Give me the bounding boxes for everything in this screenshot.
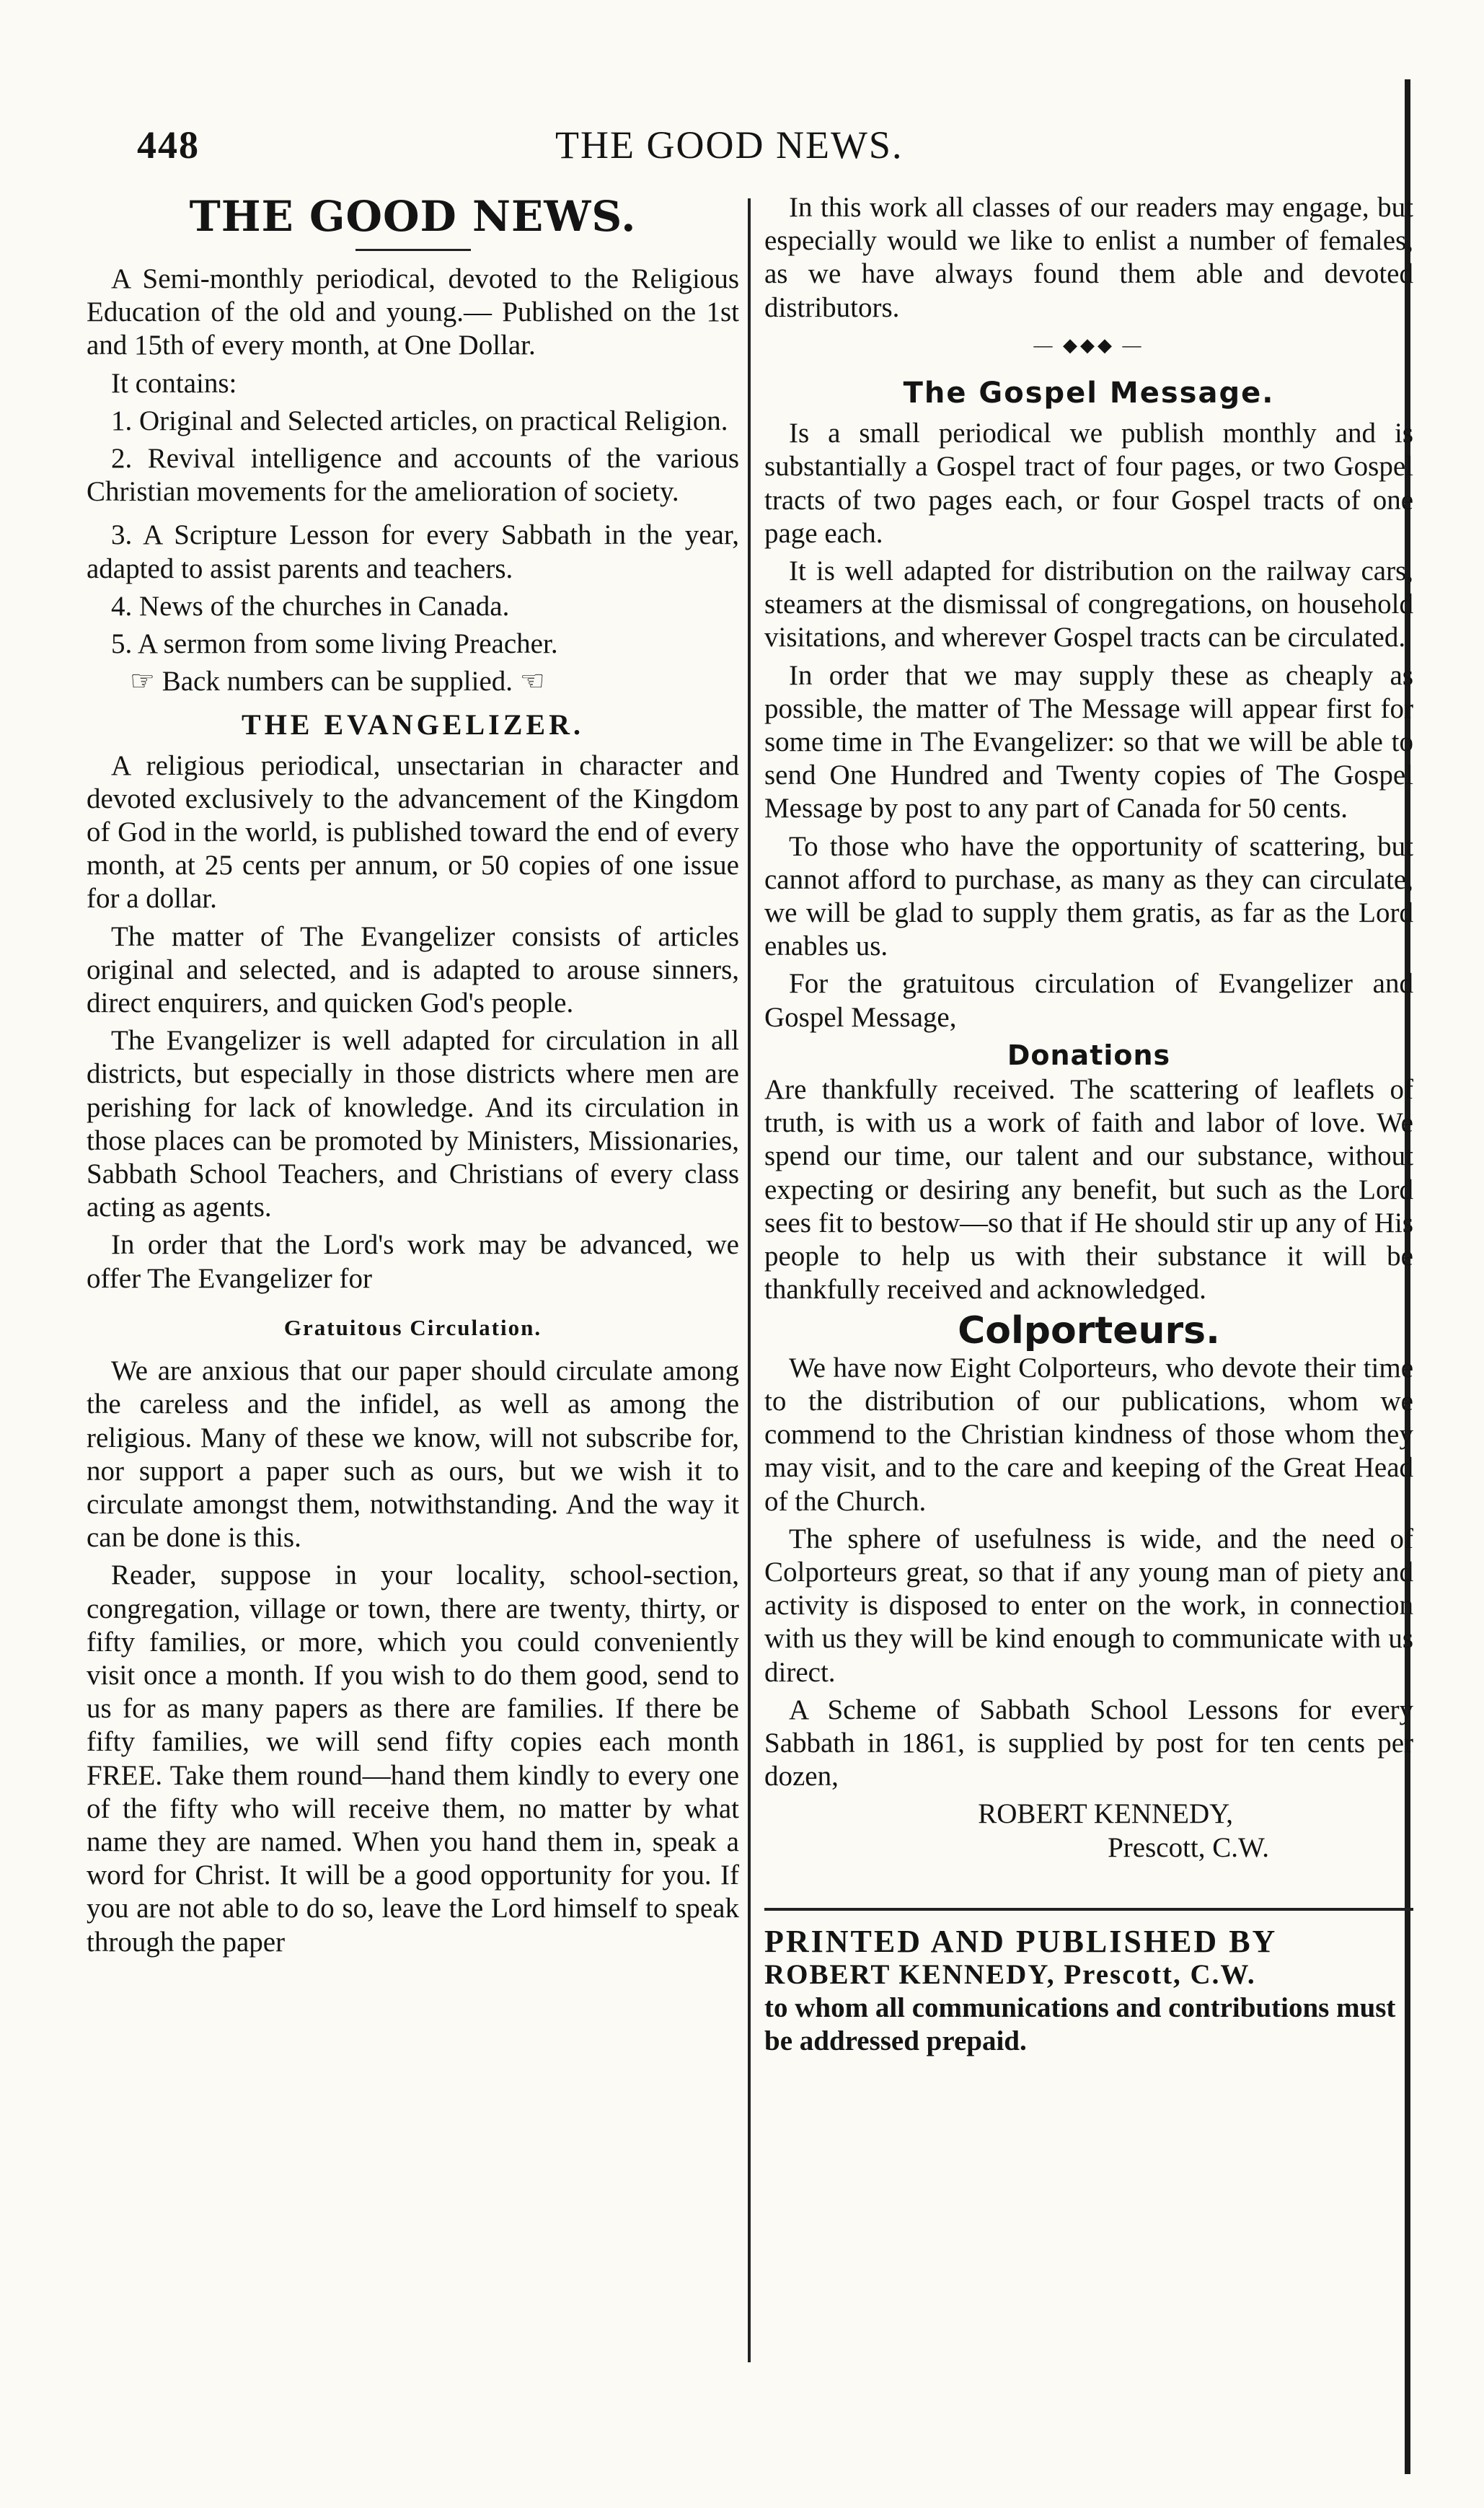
colporteurs-paragraph: A Scheme of Sabbath School Lessons for every Sabbath in 1861, is supplied by post for ten cents per dozen, (764, 1694, 1413, 1792)
evangelizer-paragraph: In order that the Lord's work may be advanced, we offer The Evangelizer for (87, 1229, 739, 1294)
donations-heading: Donations (1007, 1039, 1171, 1071)
back-numbers-text: Back numbers can be supplied. (162, 666, 513, 698)
gratuitous-heading: Gratuitous Circulation. (283, 1314, 542, 1340)
list-item: 5. A sermon from some living Preacher. (111, 628, 558, 660)
evangelizer-heading: THE EVANGELIZER. (242, 708, 584, 742)
footer-rule (764, 1908, 1413, 1911)
list-item: 4. News of the churches in Canada. (111, 590, 510, 622)
gospel-paragraph: For the gratuitous circulation of Evangelizer and Gospel Message, (764, 968, 1413, 1033)
page-number: 448 (137, 123, 200, 167)
masthead-rule (355, 249, 471, 251)
imprint-line-2: ROBERT KENNEDY, Prescott, C.W. (764, 1958, 1256, 1990)
gospel-paragraph: To those who have the opportunity of scattering, but cannot afford to purchase, as many as they can circulate, we will be glad to supply them gratis, as far as the Lord enables us. (764, 830, 1413, 962)
gratuitous-paragraph: Reader, suppose in your locality, school-section, congregation, village or town, there are twenty, thirty, or fifty families, or more, which you could conveniently visit once a month. If you wish to do them good, send to us for as many papers as there are families. If there be fifty families, we will send fifty copies each month FREE. Take them round—hand them kindly to every one of the fifty who will receive them, no matter by what name they are named. When you hand them in, speak a word for Christ. It will be a good opportunity for you. If you are not able to do so, leave the Lord himself to speak through the paper (87, 1559, 739, 1958)
colporteurs-heading: Colporteurs. (958, 1308, 1220, 1352)
gospel-message-heading: The Gospel Message. (903, 377, 1275, 410)
list-item: 1. Original and Selected articles, on practical Religion. (111, 405, 728, 436)
evangelizer-paragraph: A religious periodical, unsectarian in character and devoted exclusively to the advancement of the Kingdom of God in the world, is published toward the end of every month, at 25 cents per annum, or 50 copies of one issue for a dollar. (87, 749, 739, 915)
opening-paragraph: In this work all classes of our readers may engage, but especially would we like to enlist a number of females, as we have always found them able and devoted distributors. (764, 192, 1413, 323)
page-header (137, 123, 1377, 173)
masthead-title: THE GOOD NEWS. (189, 192, 637, 241)
gospel-paragraph: It is well adapted for distribution on the railway cars, steamers at the dismissal of congregations, on household visitations, and wherever Gospel tracts can be circulated. (764, 555, 1413, 654)
ornament-divider: — ◆◆◆ — (1033, 334, 1144, 356)
gospel-paragraph: Is a small periodical we publish monthly and is substantially a Gospel tract of four pages, or two Gospel tracts of two pages each, or four Gospel tracts of one page each. (764, 418, 1413, 549)
evangelizer-paragraph: The Evangelizer is well adapted for circulation in all districts, but especially in those districts where men are perishing for lack of knowledge. And its circulation in those places can be promoted by Ministers, Missionaries, Sabbath School Teachers, and Christians of every class acting as agents. (87, 1025, 739, 1223)
colporteurs-paragraph: The sphere of usefulness is wide, and the need of Colporteurs great, so that if any young man of piety and activity is disposed to enter on the work, in connection with us they will be kind enough to communicate with us direct. (764, 1523, 1413, 1688)
running-title: THE GOOD NEWS. (555, 123, 904, 167)
pointing-hand-icon: ☞ (130, 666, 162, 698)
signature-place: Prescott, C.W. (1108, 1831, 1269, 1863)
list-item-back-numbers (87, 665, 739, 698)
imprint (764, 1925, 1413, 2058)
evangelizer-paragraph: The matter of The Evangelizer consists of articles original and selected, and is adapted to arouse sinners, direct enquirers, and quicken God's people. (87, 920, 739, 1019)
list-item: 3. A Scripture Lesson for every Sabbath in the year, adapted to assist parents and teachers. (87, 519, 739, 584)
gospel-paragraph: In order that we may supply these as cheaply as possible, the matter of The Message will appear first for some time in The Evangelizer: so that we will be able to send One Hundred and Twenty copies of The Gospel Message by post to any part of Canada for 50 cents. (764, 659, 1413, 824)
contains-label: It contains: (111, 367, 237, 399)
list-item: 2. Revival intelligence and accounts of the various Christian movements for the amelioration of society. (87, 443, 739, 508)
gratuitous-paragraph: We are anxious that our paper should circulate among the careless and the infidel, as well as among the religious. Many of these we know, will not subscribe for, nor support a paper such as ours, but we wish it to circulate amongst them, notwithstanding. And the way it can be done is this. (87, 1355, 739, 1554)
left-column (87, 191, 739, 1963)
donations-paragraph: Are thankfully received. The scattering of leaflets of truth, is with us a work of faith and labor of love. We spend our time, our talent and our substance, without expecting or desiring any benefit, but such as the Lord sees fit to bestow—so that if He should stir up any of His people to help us with their substance it will be thankfully received and acknowledged. (764, 1074, 1413, 1306)
pointing-hand-icon: ☜ (513, 666, 545, 698)
right-column (764, 191, 1413, 2058)
imprint-line-3: to whom all communications and contributions must be addressed prepaid. (764, 1992, 1396, 2056)
colporteurs-paragraph: We have now Eight Colporteurs, who devote their time to the distribution of our publications, whom we commend to the Christian kindness of those whom they may visit, and to the care and keeping of the Great Head of the Church. (764, 1352, 1413, 1517)
column-divider (748, 198, 751, 2362)
intro-paragraph: A Semi-monthly periodical, devoted to the Religious Education of the old and young.— Published on the 1st and 15th of every month, at One Dollar. (87, 263, 739, 361)
signature-name: ROBERT KENNEDY, (978, 1798, 1233, 1830)
imprint-line-1: PRINTED AND PUBLISHED BY (764, 1923, 1278, 1959)
